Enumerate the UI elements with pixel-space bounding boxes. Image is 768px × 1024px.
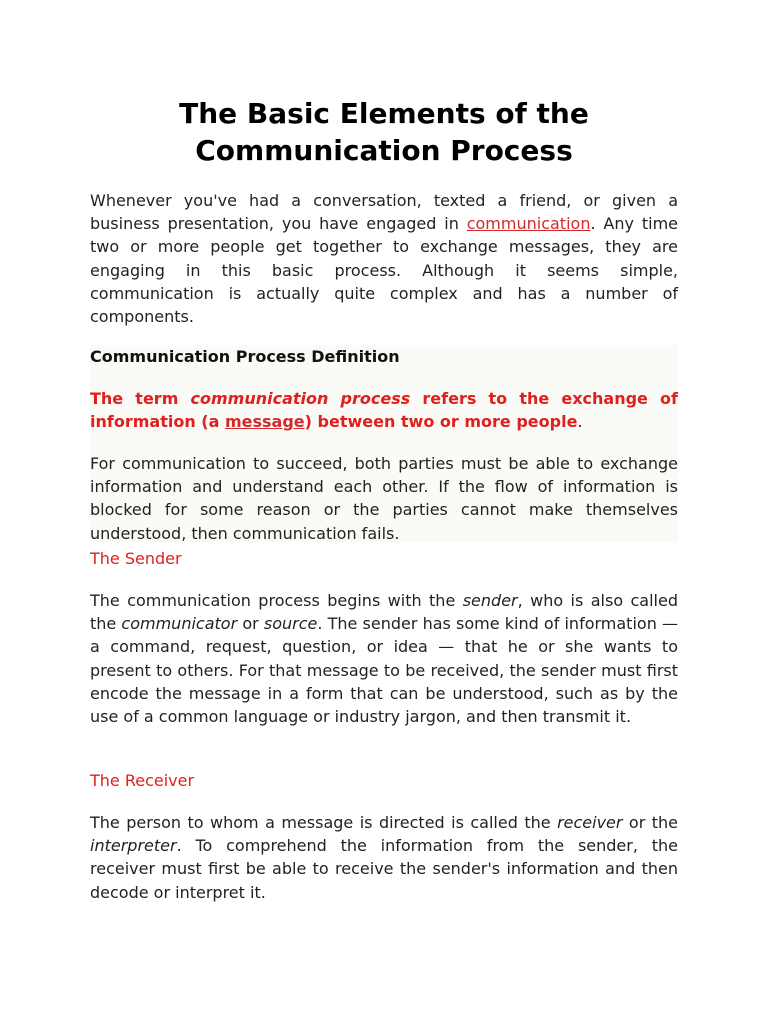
- definition-term: communication process: [190, 389, 411, 408]
- sender-text-3: or: [237, 614, 264, 634]
- sender-text-2: , who is also called the: [90, 591, 679, 634]
- intro-text-end: . Any time two or more people get together to exchange messages, they are engaging in this basic process. Although it seems simple, communication is actually quite complex and has a number of components.: [90, 214, 678, 327]
- sender-term-source: source: [263, 614, 318, 634]
- definition-body: For communication to succeed, both parties must be able to exchange information and understand each other. If the flow of information is blocked for some reason or the parties cannot make themselves understood, then communication fails.: [90, 454, 678, 543]
- receiver-text-3: . To comprehend the information from the sender, the receiver must first be able to receive the sender's information and then decode or interpret it.: [90, 836, 678, 902]
- receiver-heading: The Receiver: [90, 771, 195, 790]
- sender-term-communicator: communicator: [121, 614, 238, 634]
- definition-middle: refers to the exchange of information (a: [90, 389, 678, 432]
- intro-section: [90, 189, 678, 328]
- sender-heading: The Sender: [90, 549, 182, 568]
- sender-term-sender: sender: [462, 591, 518, 610]
- definition-prefix: The term: [90, 389, 191, 408]
- receiver-paragraph: [90, 811, 678, 904]
- receiver-section: [90, 811, 678, 904]
- sender-section: [90, 589, 678, 728]
- definition-statement: [90, 387, 678, 433]
- definition-suffix: ) between two or more people: [304, 412, 578, 432]
- definition-body-block: [90, 452, 678, 545]
- intro-text-start: Whenever you've had a conversation, texted a friend, or given a business presentation, you have engaged in: [90, 191, 678, 234]
- page-title: [90, 95, 678, 169]
- receiver-text-2: or the: [622, 813, 679, 832]
- definition-end: .: [577, 412, 583, 432]
- sender-text-4: . The sender has some kind of information — a command, request, question, or idea — that he or she wants to present to others. For that message to be received, the sender must first encode the message in a form that can be understood, such as by the use of a common language or industry jargon, and then transmit it.: [90, 614, 678, 727]
- sender-text-1: The communication process begins with the: [90, 591, 463, 610]
- receiver-text-1: The person to whom a message is directed is called the: [90, 813, 558, 832]
- message-link[interactable]: message: [224, 412, 305, 432]
- communication-link[interactable]: communication: [466, 214, 591, 234]
- receiver-term-receiver: receiver: [557, 813, 623, 832]
- receiver-term-interpreter: interpreter: [90, 836, 177, 856]
- definition-heading: Communication Process Definition: [90, 347, 400, 366]
- definition-statement-block: [90, 387, 678, 433]
- intro-paragraph: [90, 189, 678, 328]
- sender-paragraph: [90, 589, 678, 728]
- title-line-1: The Basic Elements of the: [179, 97, 589, 130]
- title-line-2: Communication Process: [195, 134, 573, 167]
